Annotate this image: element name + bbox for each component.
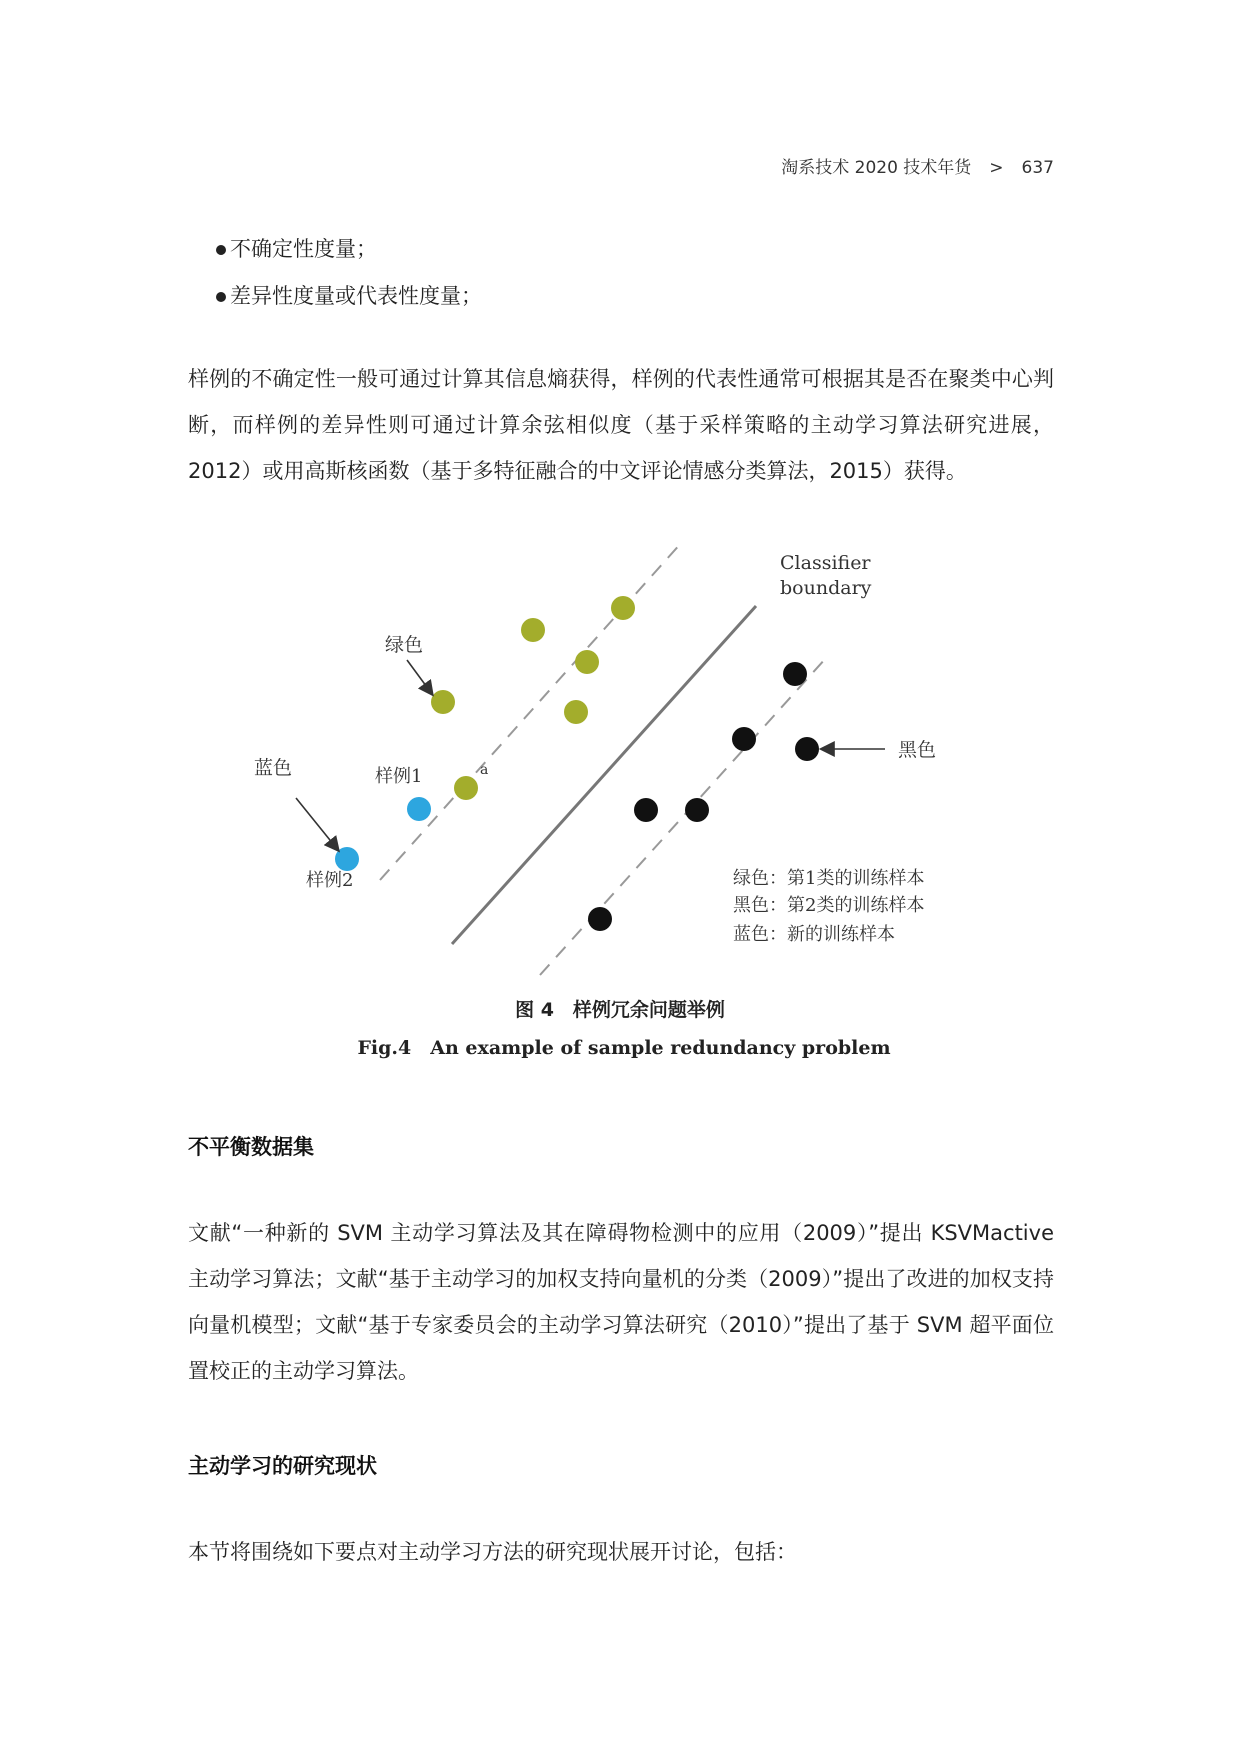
black-point (795, 737, 819, 761)
bullet-text: 不确定性度量； (230, 237, 377, 261)
blue-point (335, 847, 359, 871)
label-sample1: 样例1 (375, 766, 423, 787)
label-sample2: 样例2 (306, 870, 354, 891)
paragraph-references: 文献“一种新的 SVM 主动学习算法及其在障碍物检测中的应用（2009）”提出 KSVMactive 主动学习算法；文献“基于主动学习的加权支持向量机的分类（2009）”提出了改进的加权支持向量机模型；文献“基于专家委员会的主动学习算法研究（2010）”提出了基于 SVM 超平面位置校正的主动学习算法。 (188, 1221, 1054, 1383)
label-blue: 蓝色 (254, 757, 293, 779)
black-point (685, 798, 709, 822)
margin-line-upper (380, 542, 682, 880)
green-point (521, 618, 545, 642)
header-title: 淘系技术 2020 技术年货 (781, 158, 972, 178)
boundary-label: boundary (780, 577, 872, 599)
green-point (611, 596, 635, 620)
arrow-blue-icon (296, 798, 338, 850)
paragraph-sampling: 样例的不确定性一般可通过计算其信息熵获得，样例的代表性通常可根据其是否在聚类中心判断，而样例的差异性则可通过计算余弦相似度（基于采样策略的主动学习算法研究进展，2012）或用高斯核函数（基于多特征融合的中文评论情感分类算法，2015）获得。 (188, 367, 1054, 483)
legend-item: 蓝色：新的训练样本 (733, 924, 895, 945)
black-point (783, 662, 807, 686)
green-point (431, 690, 455, 714)
green-point (575, 650, 599, 674)
section-heading-research-status: 主动学习的研究现状 (188, 1454, 377, 1478)
paragraph-intro: 本节将围绕如下要点对主动学习方法的研究现状展开讨论，包括： (188, 1540, 797, 1564)
label-black: 黑色 (898, 739, 937, 761)
black-point (634, 798, 658, 822)
green-point (564, 700, 588, 724)
bullet-text: 差异性度量或代表性度量； (230, 284, 482, 308)
label-green: 绿色 (385, 634, 424, 656)
legend-item: 黑色：第2类的训练样本 (733, 895, 925, 916)
header-separator: > (989, 158, 1004, 178)
section-heading-imbalanced: 不平衡数据集 (188, 1135, 314, 1159)
classifier-boundary-line (452, 606, 756, 944)
blue-point (407, 797, 431, 821)
arrow-green-icon (407, 660, 432, 694)
figure-caption-en: Fig.4 An example of sample redundancy problem (357, 1037, 891, 1059)
black-point (588, 907, 612, 931)
page-number: 637 (1021, 158, 1054, 178)
boundary-label: Classifier (780, 552, 871, 574)
label-a: a (480, 762, 489, 778)
legend-item: 绿色：第1类的训练样本 (733, 868, 925, 889)
figure-caption-cn: 图 4 样例冗余问题举例 (515, 999, 725, 1021)
green-point (454, 776, 478, 800)
black-point (732, 727, 756, 751)
